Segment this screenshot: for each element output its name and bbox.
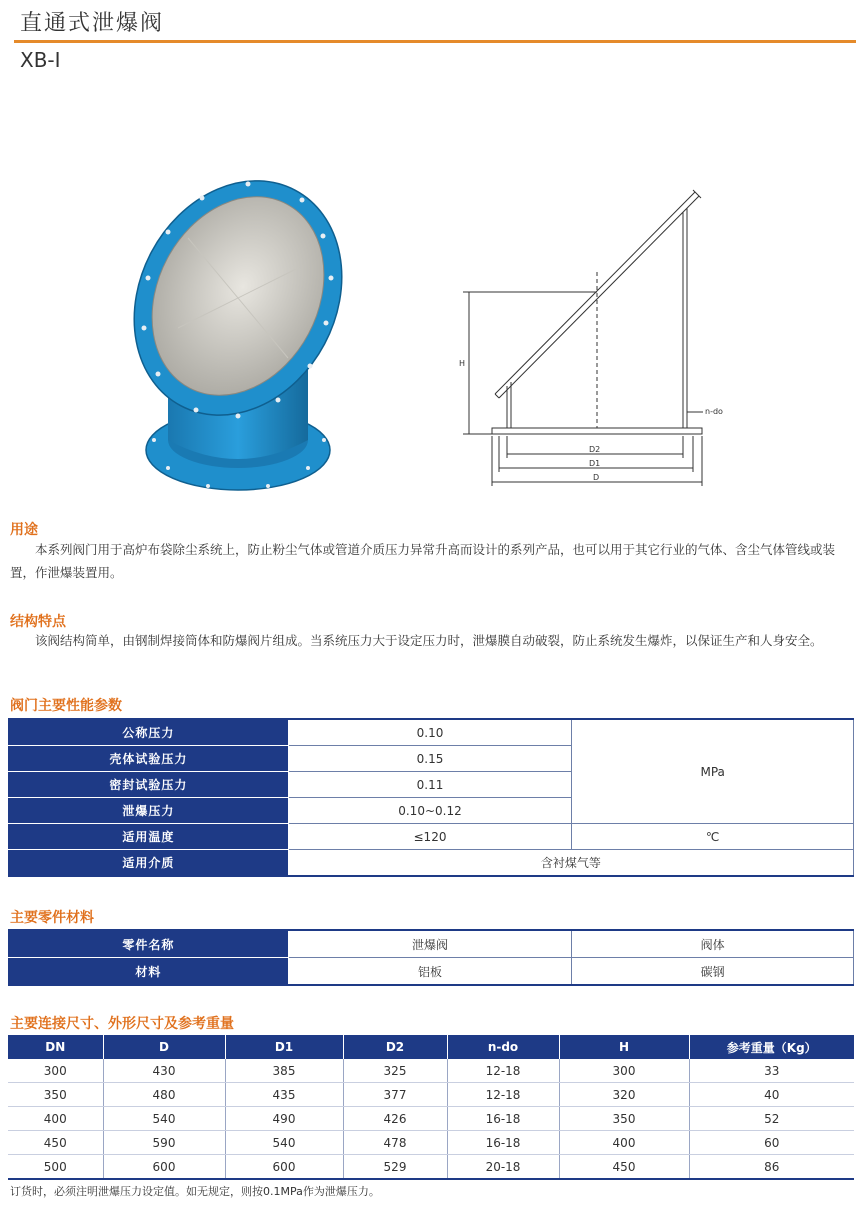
table-cell: 52 xyxy=(689,1107,854,1131)
table-cell: 16-18 xyxy=(447,1107,559,1131)
label-d: D xyxy=(593,473,600,482)
structure-heading: 结构特点 xyxy=(10,614,66,630)
table-cell: 590 xyxy=(103,1131,225,1155)
table-cell: 60 xyxy=(689,1131,854,1155)
table-cell: 400 xyxy=(8,1107,103,1131)
order-note: 订货时，必须注明泄爆压力设定值。如无规定，则按0.1MPa作为泄爆压力。 xyxy=(10,1185,380,1198)
param-value: 含衬煤气等 xyxy=(288,850,853,877)
param-value: 0.11 xyxy=(288,772,572,798)
label-d2: D2 xyxy=(589,445,601,454)
param-value: 0.10 xyxy=(288,719,572,746)
performance-heading: 阀门主要性能参数 xyxy=(10,698,122,714)
table-row xyxy=(8,1059,854,1083)
param-value: 0.15 xyxy=(288,746,572,772)
column-header: D xyxy=(103,1035,225,1059)
column-header: 参考重量（Kg） xyxy=(689,1035,854,1059)
material-label: 材料 xyxy=(9,958,289,986)
param-label: 壳体试验压力 xyxy=(9,746,289,772)
column-header: n-do xyxy=(447,1035,559,1059)
part-name-label: 零件名称 xyxy=(9,930,289,958)
valve-photo xyxy=(128,178,348,498)
table-row xyxy=(9,958,854,986)
part-name: 泄爆阀 xyxy=(288,930,572,958)
materials-heading: 主要零件材料 xyxy=(10,910,94,926)
table-cell: 300 xyxy=(559,1059,689,1083)
table-cell: 430 xyxy=(103,1059,225,1083)
table-cell: 16-18 xyxy=(447,1131,559,1155)
table-cell: 40 xyxy=(689,1083,854,1107)
table-cell: 350 xyxy=(8,1083,103,1107)
table-cell: 540 xyxy=(103,1107,225,1131)
table-cell: 490 xyxy=(225,1107,343,1131)
column-header: D2 xyxy=(343,1035,447,1059)
table-cell: 478 xyxy=(343,1131,447,1155)
column-header: D1 xyxy=(225,1035,343,1059)
title-divider xyxy=(14,40,856,43)
label-n-do: n-do xyxy=(705,407,723,416)
table-cell: 450 xyxy=(8,1131,103,1155)
dimensions-table xyxy=(8,1035,854,1180)
performance-table xyxy=(8,718,854,877)
table-cell: 325 xyxy=(343,1059,447,1083)
table-cell: 86 xyxy=(689,1155,854,1180)
table-row xyxy=(8,1131,854,1155)
label-h: H xyxy=(459,359,466,368)
table-cell: 435 xyxy=(225,1083,343,1107)
pressure-unit: MPa xyxy=(572,719,854,824)
table-cell: 600 xyxy=(225,1155,343,1180)
model-number: XB-Ⅰ xyxy=(20,48,61,72)
table-cell: 540 xyxy=(225,1131,343,1155)
table-cell: 600 xyxy=(103,1155,225,1180)
table-cell: 480 xyxy=(103,1083,225,1107)
column-header: H xyxy=(559,1035,689,1059)
table-row xyxy=(8,1107,854,1131)
table-cell: 529 xyxy=(343,1155,447,1180)
table-cell: 400 xyxy=(559,1131,689,1155)
param-label: 适用介质 xyxy=(9,850,289,877)
table-cell: 33 xyxy=(689,1059,854,1083)
table-cell: 450 xyxy=(559,1155,689,1180)
table-cell: 20-18 xyxy=(447,1155,559,1180)
table-cell: 385 xyxy=(225,1059,343,1083)
table-cell: 12-18 xyxy=(447,1083,559,1107)
param-value: ≤120 xyxy=(288,824,572,850)
structure-text: 该阀结构简单，由钢制焊接筒体和防爆阀片组成。当系统压力大于设定压力时，泄爆膜自动破裂，防止系统发生爆炸，以保证生产和人身安全。 xyxy=(35,633,823,648)
table-row xyxy=(8,1155,854,1180)
table-cell: 300 xyxy=(8,1059,103,1083)
material-value: 铝板 xyxy=(288,958,572,986)
param-label: 泄爆压力 xyxy=(9,798,289,824)
table-row xyxy=(9,719,854,746)
usage-text: 本系列阀门用于高炉布袋除尘系统上，防止粉尘气体或管道介质压力异常升高而设计的系列产品，也可以用于其它行业的气体、含尘气体管线或装置，作泄爆装置用。 xyxy=(10,542,836,580)
table-row xyxy=(9,850,854,877)
table-cell: 12-18 xyxy=(447,1059,559,1083)
param-label: 适用温度 xyxy=(9,824,289,850)
table-header-row xyxy=(8,1035,854,1059)
table-cell: 320 xyxy=(559,1083,689,1107)
table-cell: 377 xyxy=(343,1083,447,1107)
table-cell: 350 xyxy=(559,1107,689,1131)
table-cell: 500 xyxy=(8,1155,103,1180)
param-label: 密封试验压力 xyxy=(9,772,289,798)
material-value: 碳钢 xyxy=(572,958,854,986)
label-d1: D1 xyxy=(589,459,601,468)
dimension-drawing xyxy=(455,182,735,492)
dimensions-heading: 主要连接尺寸、外形尺寸及参考重量 xyxy=(10,1016,234,1032)
table-cell: 426 xyxy=(343,1107,447,1131)
table-row xyxy=(9,930,854,958)
temp-unit: ℃ xyxy=(572,824,854,850)
table-row xyxy=(8,1083,854,1107)
param-value: 0.10~0.12 xyxy=(288,798,572,824)
param-label: 公称压力 xyxy=(9,719,289,746)
materials-table xyxy=(8,929,854,986)
table-row xyxy=(9,824,854,850)
usage-heading: 用途 xyxy=(10,522,38,538)
part-name: 阀体 xyxy=(572,930,854,958)
page-title: 直通式泄爆阀 xyxy=(20,11,165,36)
column-header: DN xyxy=(8,1035,103,1059)
